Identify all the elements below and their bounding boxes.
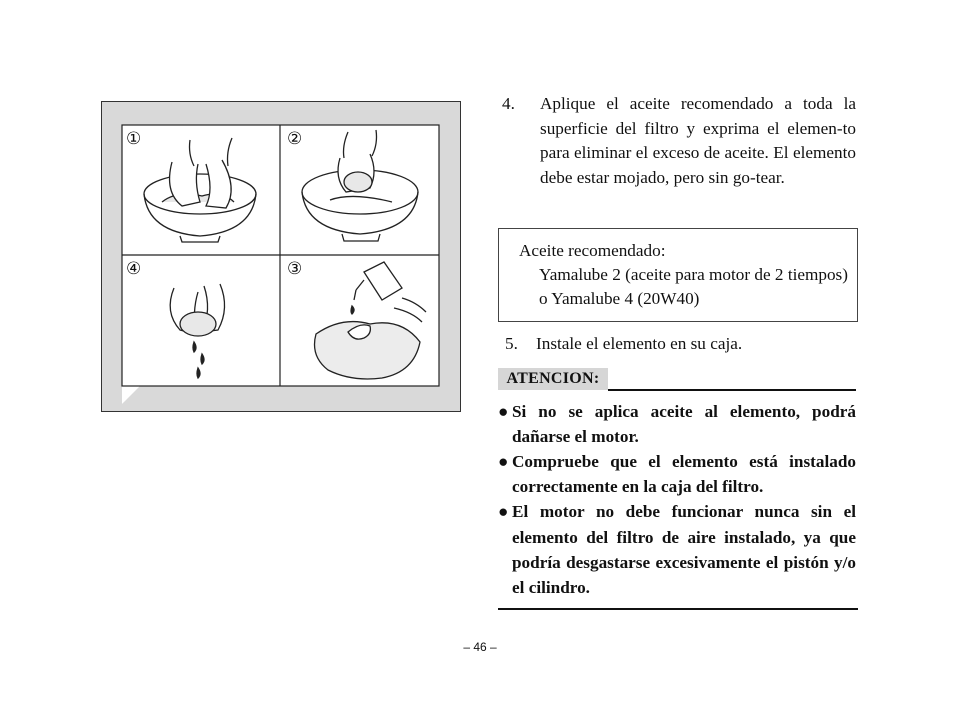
step-5-number: 5. (505, 334, 518, 353)
step-4 (498, 92, 856, 216)
air-filter-illustration (101, 101, 461, 412)
caution-item-text: Si no se aplica aceite al elemento, podrá dañarse el motor. (512, 401, 856, 446)
caution-item (498, 449, 856, 499)
recommended-oil-box (498, 228, 858, 322)
caution-item-text: El motor no debe funcionar nunca sin el elemento del filtro de aire instalado, ya que podría desgastarse excesivamente el pistón y/o el cilindro. (512, 502, 856, 598)
panel-label-3: ③ (287, 259, 303, 279)
step-4-number: 4. (502, 94, 515, 113)
instructions-column (498, 92, 856, 610)
bullet-icon: ● (498, 452, 509, 471)
bullet-icon: ● (498, 502, 509, 522)
illustration-canvas (102, 102, 460, 411)
caution-list (498, 399, 856, 601)
caution-label: ATENCION: (498, 368, 608, 390)
panel-label-4: ④ (126, 259, 142, 279)
step-4-text: Aplique el aceite recomendado a toda la superficie del filtro y exprima el elemen-to para eliminar el exceso de aceite. El elemento debe estar mojado, pero sin go-tear. (540, 94, 856, 187)
bullet-icon: ● (498, 401, 509, 421)
caution-rule (608, 389, 856, 391)
caution-item (498, 399, 856, 449)
step-5 (498, 332, 856, 357)
panel-label-1: ① (126, 129, 142, 149)
caution-item (498, 499, 856, 600)
page-number: – 46 – (463, 640, 497, 654)
recommended-oil-body: Yamalube 2 (aceite para motor de 2 tiempos) o Yamalube 4 (20W40) (539, 265, 848, 308)
caution-item-text: Compruebe que el elemento está instalado correctamente en la caja del filtro. (512, 452, 856, 497)
panel-label-2: ② (287, 129, 303, 149)
caution-end-rule (498, 608, 858, 610)
caution-header (498, 365, 856, 395)
step-5-text: Instale el elemento en su caja. (536, 334, 743, 353)
recommended-oil-title: Aceite recomendado: (519, 241, 666, 260)
